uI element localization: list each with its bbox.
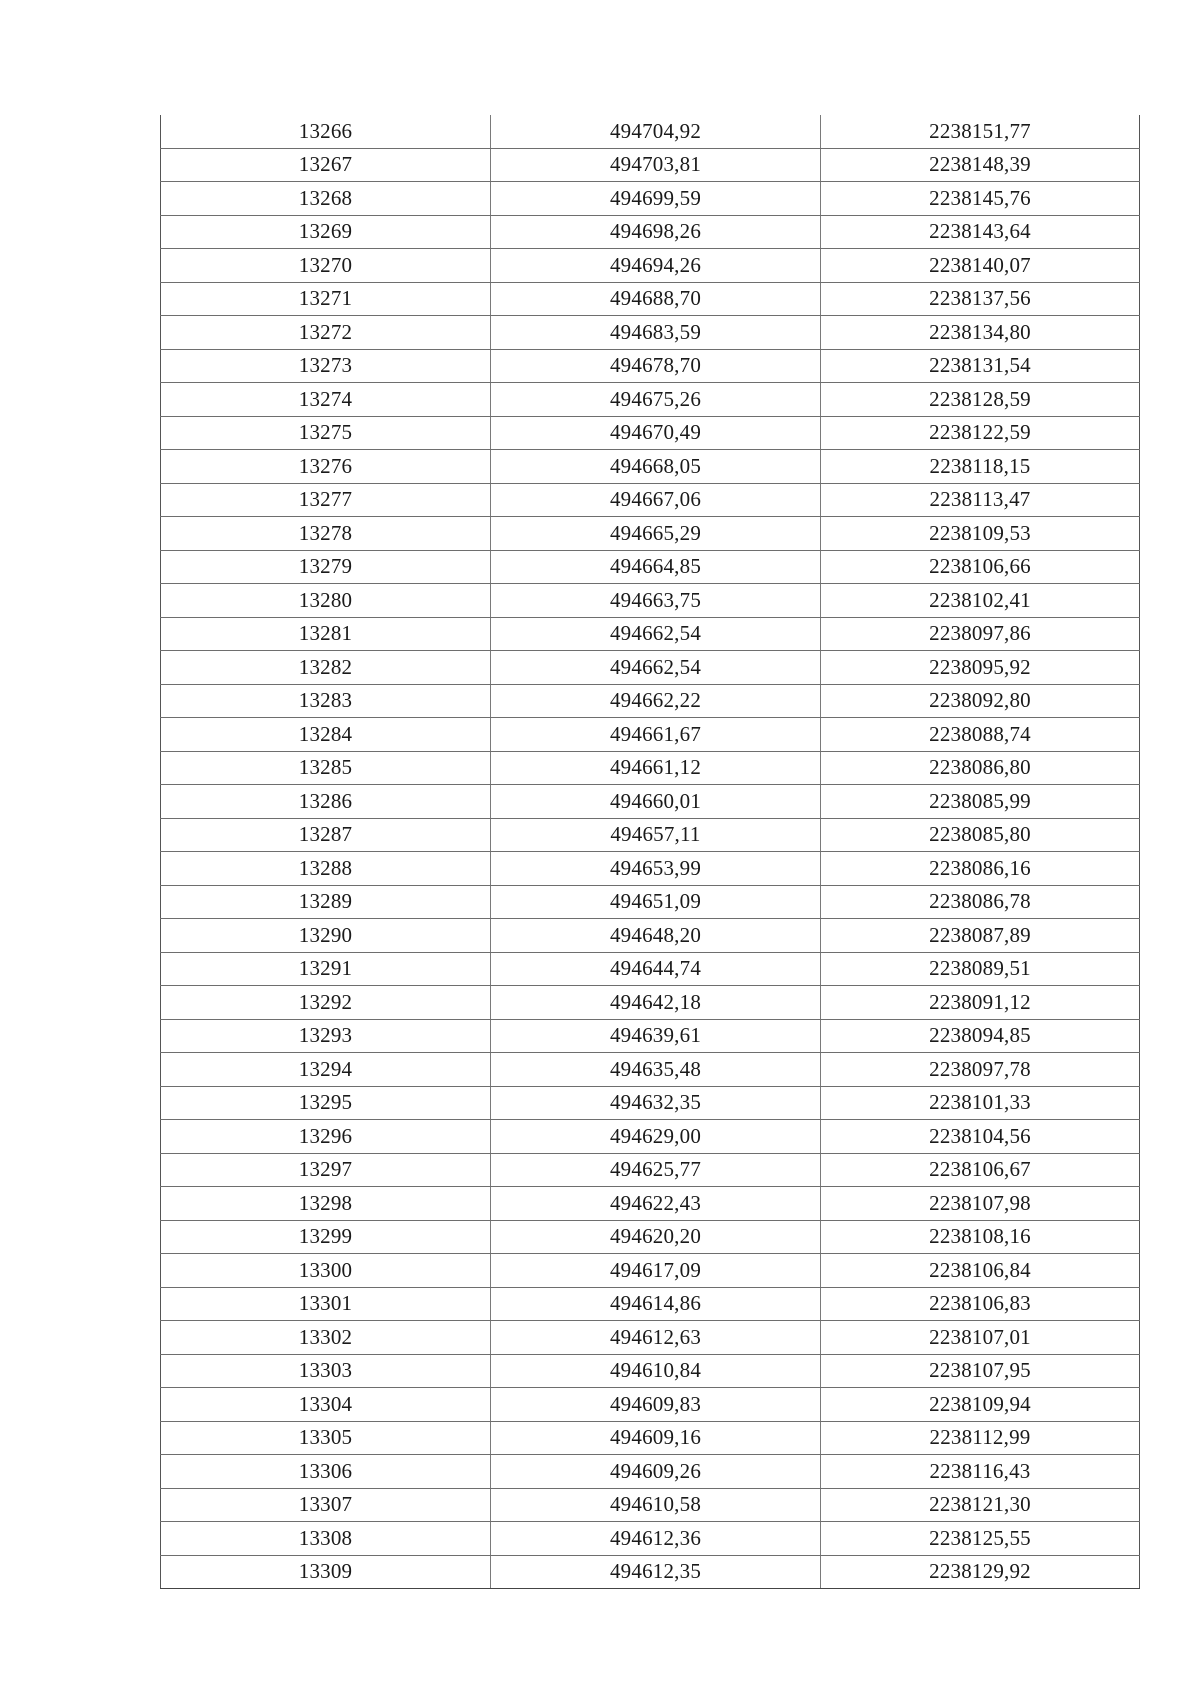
point-number-cell: 13266 <box>161 115 491 148</box>
point-number-cell: 13292 <box>161 986 491 1020</box>
table-row <box>161 1388 1140 1422</box>
table-row <box>161 1321 1140 1355</box>
y-coordinate-cell: 2238128,59 <box>821 383 1140 417</box>
y-coordinate-cell: 2238085,80 <box>821 818 1140 852</box>
y-coordinate-cell: 2238087,89 <box>821 919 1140 953</box>
point-number-cell: 13286 <box>161 785 491 819</box>
point-number-cell: 13289 <box>161 885 491 919</box>
y-coordinate-cell: 2238145,76 <box>821 182 1140 216</box>
x-coordinate-cell: 494661,67 <box>491 718 821 752</box>
x-coordinate-cell: 494653,99 <box>491 852 821 886</box>
x-coordinate-cell: 494699,59 <box>491 182 821 216</box>
y-coordinate-cell: 2238091,12 <box>821 986 1140 1020</box>
point-number-cell: 13297 <box>161 1153 491 1187</box>
y-coordinate-cell: 2238125,55 <box>821 1522 1140 1556</box>
table-row <box>161 1455 1140 1489</box>
table-row <box>161 1019 1140 1053</box>
point-number-cell: 13302 <box>161 1321 491 1355</box>
y-coordinate-cell: 2238122,59 <box>821 416 1140 450</box>
table-row <box>161 1120 1140 1154</box>
y-coordinate-cell: 2238106,84 <box>821 1254 1140 1288</box>
y-coordinate-cell: 2238092,80 <box>821 684 1140 718</box>
point-number-cell: 13295 <box>161 1086 491 1120</box>
point-number-cell: 13275 <box>161 416 491 450</box>
point-number-cell: 13270 <box>161 249 491 283</box>
x-coordinate-cell: 494612,63 <box>491 1321 821 1355</box>
table-row <box>161 1187 1140 1221</box>
y-coordinate-cell: 2238107,98 <box>821 1187 1140 1221</box>
y-coordinate-cell: 2238148,39 <box>821 148 1140 182</box>
x-coordinate-cell: 494665,29 <box>491 517 821 551</box>
y-coordinate-cell: 2238086,16 <box>821 852 1140 886</box>
y-coordinate-cell: 2238140,07 <box>821 249 1140 283</box>
x-coordinate-cell: 494629,00 <box>491 1120 821 1154</box>
y-coordinate-cell: 2238089,51 <box>821 952 1140 986</box>
point-number-cell: 13291 <box>161 952 491 986</box>
y-coordinate-cell: 2238085,99 <box>821 785 1140 819</box>
point-number-cell: 13283 <box>161 684 491 718</box>
y-coordinate-cell: 2238107,01 <box>821 1321 1140 1355</box>
table-row <box>161 986 1140 1020</box>
point-number-cell: 13282 <box>161 651 491 685</box>
y-coordinate-cell: 2238094,85 <box>821 1019 1140 1053</box>
point-number-cell: 13271 <box>161 282 491 316</box>
table-row <box>161 885 1140 919</box>
table-row <box>161 818 1140 852</box>
y-coordinate-cell: 2238107,95 <box>821 1354 1140 1388</box>
x-coordinate-cell: 494703,81 <box>491 148 821 182</box>
x-coordinate-cell: 494668,05 <box>491 450 821 484</box>
table-row <box>161 215 1140 249</box>
x-coordinate-cell: 494632,35 <box>491 1086 821 1120</box>
y-coordinate-cell: 2238108,16 <box>821 1220 1140 1254</box>
table-row <box>161 852 1140 886</box>
y-coordinate-cell: 2238134,80 <box>821 316 1140 350</box>
x-coordinate-cell: 494657,11 <box>491 818 821 852</box>
x-coordinate-cell: 494609,26 <box>491 1455 821 1489</box>
table-row <box>161 316 1140 350</box>
x-coordinate-cell: 494664,85 <box>491 550 821 584</box>
x-coordinate-cell: 494678,70 <box>491 349 821 383</box>
x-coordinate-cell: 494651,09 <box>491 885 821 919</box>
table-row <box>161 684 1140 718</box>
y-coordinate-cell: 2238102,41 <box>821 584 1140 618</box>
table-row <box>161 1220 1140 1254</box>
table-row <box>161 483 1140 517</box>
x-coordinate-cell: 494667,06 <box>491 483 821 517</box>
point-number-cell: 13300 <box>161 1254 491 1288</box>
y-coordinate-cell: 2238086,80 <box>821 751 1140 785</box>
x-coordinate-cell: 494609,83 <box>491 1388 821 1422</box>
point-number-cell: 13272 <box>161 316 491 350</box>
point-number-cell: 13287 <box>161 818 491 852</box>
table-row <box>161 349 1140 383</box>
coordinates-table-body <box>161 115 1140 1589</box>
y-coordinate-cell: 2238097,86 <box>821 617 1140 651</box>
table-row <box>161 416 1140 450</box>
point-number-cell: 13269 <box>161 215 491 249</box>
x-coordinate-cell: 494675,26 <box>491 383 821 417</box>
x-coordinate-cell: 494614,86 <box>491 1287 821 1321</box>
table-row <box>161 383 1140 417</box>
x-coordinate-cell: 494609,16 <box>491 1421 821 1455</box>
table-row <box>161 282 1140 316</box>
table-row <box>161 182 1140 216</box>
x-coordinate-cell: 494660,01 <box>491 785 821 819</box>
point-number-cell: 13298 <box>161 1187 491 1221</box>
table-row <box>161 1488 1140 1522</box>
x-coordinate-cell: 494694,26 <box>491 249 821 283</box>
point-number-cell: 13303 <box>161 1354 491 1388</box>
point-number-cell: 13296 <box>161 1120 491 1154</box>
table-row <box>161 450 1140 484</box>
y-coordinate-cell: 2238088,74 <box>821 718 1140 752</box>
x-coordinate-cell: 494622,43 <box>491 1187 821 1221</box>
point-number-cell: 13285 <box>161 751 491 785</box>
point-number-cell: 13307 <box>161 1488 491 1522</box>
point-number-cell: 13299 <box>161 1220 491 1254</box>
x-coordinate-cell: 494620,20 <box>491 1220 821 1254</box>
x-coordinate-cell: 494662,22 <box>491 684 821 718</box>
y-coordinate-cell: 2238116,43 <box>821 1455 1140 1489</box>
x-coordinate-cell: 494683,59 <box>491 316 821 350</box>
table-row <box>161 1555 1140 1589</box>
x-coordinate-cell: 494610,58 <box>491 1488 821 1522</box>
x-coordinate-cell: 494639,61 <box>491 1019 821 1053</box>
table-row <box>161 1254 1140 1288</box>
x-coordinate-cell: 494661,12 <box>491 751 821 785</box>
table-row <box>161 249 1140 283</box>
table-row <box>161 1421 1140 1455</box>
x-coordinate-cell: 494635,48 <box>491 1053 821 1087</box>
y-coordinate-cell: 2238113,47 <box>821 483 1140 517</box>
x-coordinate-cell: 494704,92 <box>491 115 821 148</box>
table-row <box>161 617 1140 651</box>
y-coordinate-cell: 2238106,66 <box>821 550 1140 584</box>
point-number-cell: 13274 <box>161 383 491 417</box>
point-number-cell: 13288 <box>161 852 491 886</box>
table-row <box>161 148 1140 182</box>
point-number-cell: 13276 <box>161 450 491 484</box>
x-coordinate-cell: 494670,49 <box>491 416 821 450</box>
table-row <box>161 651 1140 685</box>
table-row <box>161 517 1140 551</box>
table-row <box>161 952 1140 986</box>
y-coordinate-cell: 2238101,33 <box>821 1086 1140 1120</box>
x-coordinate-cell: 494642,18 <box>491 986 821 1020</box>
point-number-cell: 13290 <box>161 919 491 953</box>
point-number-cell: 13280 <box>161 584 491 618</box>
x-coordinate-cell: 494625,77 <box>491 1153 821 1187</box>
table-row <box>161 1153 1140 1187</box>
y-coordinate-cell: 2238151,77 <box>821 115 1140 148</box>
x-coordinate-cell: 494648,20 <box>491 919 821 953</box>
y-coordinate-cell: 2238109,53 <box>821 517 1140 551</box>
x-coordinate-cell: 494688,70 <box>491 282 821 316</box>
point-number-cell: 13301 <box>161 1287 491 1321</box>
table-row <box>161 718 1140 752</box>
point-number-cell: 13268 <box>161 182 491 216</box>
point-number-cell: 13305 <box>161 1421 491 1455</box>
y-coordinate-cell: 2238129,92 <box>821 1555 1140 1589</box>
point-number-cell: 13284 <box>161 718 491 752</box>
point-number-cell: 13273 <box>161 349 491 383</box>
point-number-cell: 13277 <box>161 483 491 517</box>
point-number-cell: 13304 <box>161 1388 491 1422</box>
point-number-cell: 13267 <box>161 148 491 182</box>
x-coordinate-cell: 494612,35 <box>491 1555 821 1589</box>
point-number-cell: 13293 <box>161 1019 491 1053</box>
point-number-cell: 13294 <box>161 1053 491 1087</box>
x-coordinate-cell: 494662,54 <box>491 617 821 651</box>
y-coordinate-cell: 2238112,99 <box>821 1421 1140 1455</box>
table-row <box>161 785 1140 819</box>
table-row <box>161 919 1140 953</box>
y-coordinate-cell: 2238137,56 <box>821 282 1140 316</box>
table-row <box>161 1287 1140 1321</box>
y-coordinate-cell: 2238109,94 <box>821 1388 1140 1422</box>
y-coordinate-cell: 2238106,67 <box>821 1153 1140 1187</box>
table-row <box>161 1086 1140 1120</box>
x-coordinate-cell: 494610,84 <box>491 1354 821 1388</box>
y-coordinate-cell: 2238086,78 <box>821 885 1140 919</box>
y-coordinate-cell: 2238095,92 <box>821 651 1140 685</box>
y-coordinate-cell: 2238104,56 <box>821 1120 1140 1154</box>
x-coordinate-cell: 494617,09 <box>491 1254 821 1288</box>
x-coordinate-cell: 494698,26 <box>491 215 821 249</box>
y-coordinate-cell: 2238106,83 <box>821 1287 1140 1321</box>
coordinates-table <box>160 115 1140 1589</box>
table-row <box>161 550 1140 584</box>
x-coordinate-cell: 494662,54 <box>491 651 821 685</box>
point-number-cell: 13309 <box>161 1555 491 1589</box>
table-row <box>161 751 1140 785</box>
x-coordinate-cell: 494644,74 <box>491 952 821 986</box>
y-coordinate-cell: 2238143,64 <box>821 215 1140 249</box>
table-row <box>161 1053 1140 1087</box>
table-row <box>161 1522 1140 1556</box>
point-number-cell: 13278 <box>161 517 491 551</box>
point-number-cell: 13279 <box>161 550 491 584</box>
y-coordinate-cell: 2238097,78 <box>821 1053 1140 1087</box>
table-row <box>161 1354 1140 1388</box>
point-number-cell: 13308 <box>161 1522 491 1556</box>
table-row <box>161 584 1140 618</box>
point-number-cell: 13306 <box>161 1455 491 1489</box>
y-coordinate-cell: 2238131,54 <box>821 349 1140 383</box>
y-coordinate-cell: 2238121,30 <box>821 1488 1140 1522</box>
y-coordinate-cell: 2238118,15 <box>821 450 1140 484</box>
x-coordinate-cell: 494612,36 <box>491 1522 821 1556</box>
x-coordinate-cell: 494663,75 <box>491 584 821 618</box>
table-row <box>161 115 1140 148</box>
point-number-cell: 13281 <box>161 617 491 651</box>
